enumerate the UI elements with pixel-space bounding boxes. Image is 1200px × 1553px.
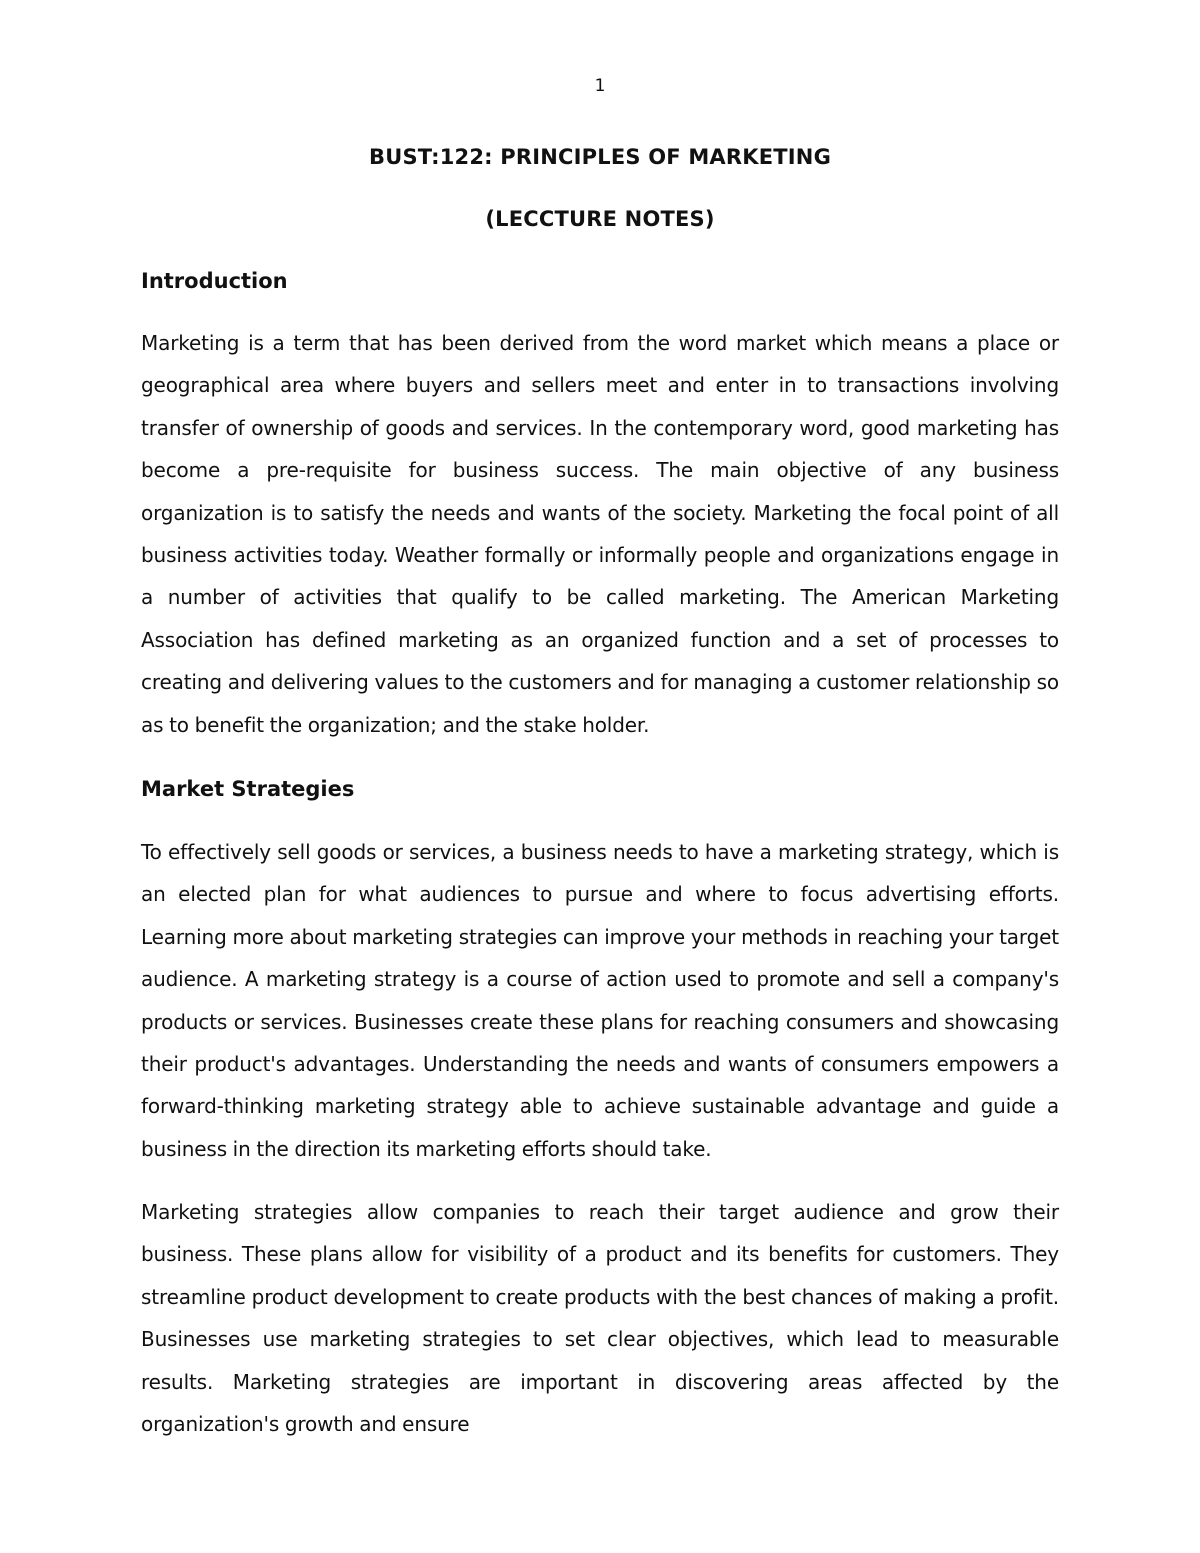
market-strategies-paragraph-2: Marketing strategies allow companies to reach their target audience and grow their business. These plans allow for visibility of a product and its benefits for customers. They streamline product development to create products with the best chances of making a profit. Businesses use marketing strategies to set clear objectives, which lead to measurable results. Marketing strategies are important in discovering areas affected by the organization's growth and ensure (141, 1200, 1059, 1437)
market-strategies-heading: Market Strategies (141, 777, 355, 801)
document-title: BUST:122: PRINCIPLES OF MARKETING (368, 145, 832, 169)
introduction-paragraph: Marketing is a term that has been derived from the word market which means a place or geographical area where buyers and sellers meet and enter in to transactions involving transfer of ownership of goods and services. In the contemporary word, good marketing has become a pre-requisite for business success. The main objective of any business organization is to satisfy the needs and wants of the society. Marketing the focal point of all business activities today. Weather formally or informally people and organizations engage in a number of activities that qualify to be called marketing. The American Marketing Association has defined marketing as an organized function and a set of processes to creating and delivering values to the customers and for managing a customer relationship so as to benefit the organization; and the stake holder. (141, 331, 1059, 737)
introduction-heading: Introduction (141, 269, 288, 293)
document-subtitle: (LECCTURE NOTES) (485, 207, 715, 231)
market-strategies-paragraph-1: To effectively sell goods or services, a business needs to have a marketing strategy, which is an elected plan for what audiences to pursue and where to focus advertising efforts. Learning more about marketing strategies can improve your methods in reaching your target audience. A marketing strategy is a course of action used to promote and sell a company's products or services. Businesses create these plans for reaching consumers and showcasing their product's advantages. Understanding the needs and wants of consumers empowers a forward-thinking marketing strategy able to achieve sustainable advantage and guide a business in the direction its marketing efforts should take. (141, 840, 1059, 1161)
page-number: 1 (594, 76, 606, 96)
